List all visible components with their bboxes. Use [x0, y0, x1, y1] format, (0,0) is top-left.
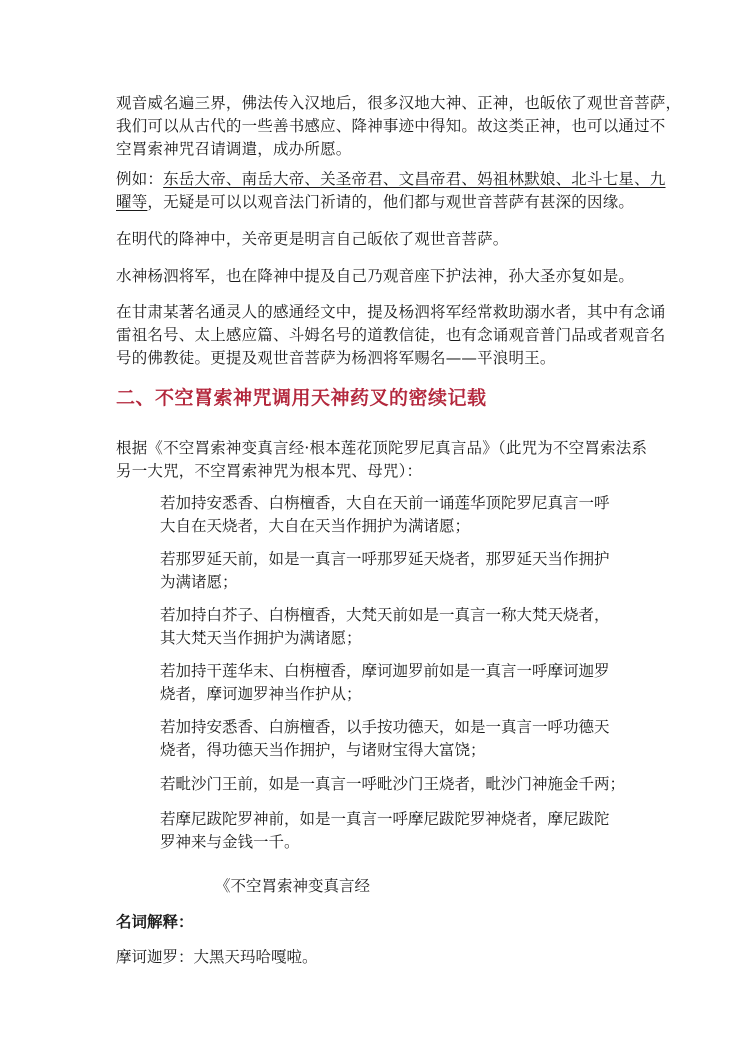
quote-line: 大自在天烧者，大自在天当作拥护为满诸愿； [160, 517, 471, 535]
text-line [116, 168, 666, 191]
quote-line: 若摩尼跋陀罗神前，如是一真言一呼摩尼跋陀罗神烧者，摩尼跋陀 [160, 810, 610, 828]
quote-line: 若加持干莲华末、白栴檀香，摩诃迦罗前如是一真言一呼摩诃迦罗 [160, 662, 610, 680]
examples-prefix: 例如： [116, 170, 164, 188]
text-line: 空罥索神咒召请调遣，成办所愿。 [116, 140, 352, 158]
paragraph-guandi [116, 228, 638, 251]
glossary-item: 摩诃迦罗：大黑天玛哈嘎啦。 [116, 948, 318, 966]
quote-line: 烧者，摩诃迦罗神当作护从； [160, 685, 362, 703]
quote-line: 其大梵天当作拥护为满诸愿； [160, 629, 362, 647]
quote-manibhadra [160, 808, 630, 854]
underlined-deity-list: 东岳大帝、南岳大帝、关圣帝君、文昌帝君、妈祖林默娘、北斗七星、九 [163, 170, 666, 188]
text-line: 在甘肃某著名通灵人的感通经文中，提及杨泗将军经常救助溺水者，其中有念诵 [116, 303, 666, 321]
text-line: 雷祖名号、太上感应篇、斗姆名号的道教信徒，也有念诵观音普门品或者观音名 [116, 326, 666, 344]
text-line: 观音威名遍三界，佛法传入汉地后，很多汉地大神、正神，也皈依了观世音菩萨， [116, 94, 682, 112]
text-line: 号的佛教徒。更提及观世音菩萨为杨泗将军赐名——平浪明王。 [116, 349, 556, 367]
text-line: 我们可以从古代的一些善书感应、降神事迹中得知。故这类正神，也可以通过不 [116, 117, 666, 135]
source-citation: 《不空罥索神变真言经 [215, 877, 371, 895]
quote-line: 若那罗延天前，如是一真言一呼那罗延天烧者，那罗延天当作拥护 [160, 550, 610, 568]
quote-vaisravana [160, 773, 630, 796]
quote-line: 罗神来与金钱一千。 [160, 833, 300, 851]
quote-sri [160, 716, 630, 762]
quote-line: 若加持白芥子、白栴檀香，大梵天前如是一真言一称大梵天烧者， [160, 606, 610, 624]
quote-brahma [160, 604, 630, 650]
paragraph-source-intro [116, 437, 648, 483]
examples-rest: ，无疑是可以以观音法门祈请的，他们都与观世音菩萨有甚深的因缘。 [147, 193, 635, 211]
text-line [116, 191, 638, 214]
paragraph-yangsi [116, 265, 638, 288]
quote-mahakala [160, 660, 630, 706]
paragraph-examples [116, 168, 666, 214]
section-heading: 二、不空罥索神咒调用天神药叉的密续记载 [116, 387, 487, 409]
paragraph-guanyin-intro [116, 92, 682, 161]
text-line: 另一大咒，不空罥索神咒为根本咒、母咒）： [116, 462, 423, 480]
text-line: 在明代的降神中，关帝更是明言自己皈依了观世音菩萨。 [116, 230, 509, 248]
quote-line: 若加持安悉香、白旃檀香，以手按功德天，如是一真言一呼功德天 [160, 718, 610, 736]
quote-narayana [160, 548, 630, 594]
underlined-deity-list-end: 曜等 [116, 193, 148, 211]
quote-line: 烧者，得功德天当作拥护，与诸财宝得大富饶； [160, 741, 486, 759]
paragraph-gansu [116, 301, 666, 370]
text-line: 根据《不空罥索神变真言经·根本莲花顶陀罗尼真言品》（此咒为不空罥索法系 [116, 439, 648, 457]
quote-line: 若加持安悉香、白栴檀香，大自在天前一诵莲华顶陀罗尼真言一呼 [160, 494, 610, 512]
quote-mahesvara [160, 492, 630, 538]
glossary-label: 名词解释： [116, 912, 194, 931]
quote-line: 若毗沙门王前，如是一真言一呼毗沙门王烧者，毗沙门神施金千两； [160, 775, 626, 793]
text-line: 水神杨泗将军，也在降神中提及自己乃观音座下护法神，孙大圣亦复如是。 [116, 267, 635, 285]
quote-line: 为满诸愿； [160, 573, 238, 591]
